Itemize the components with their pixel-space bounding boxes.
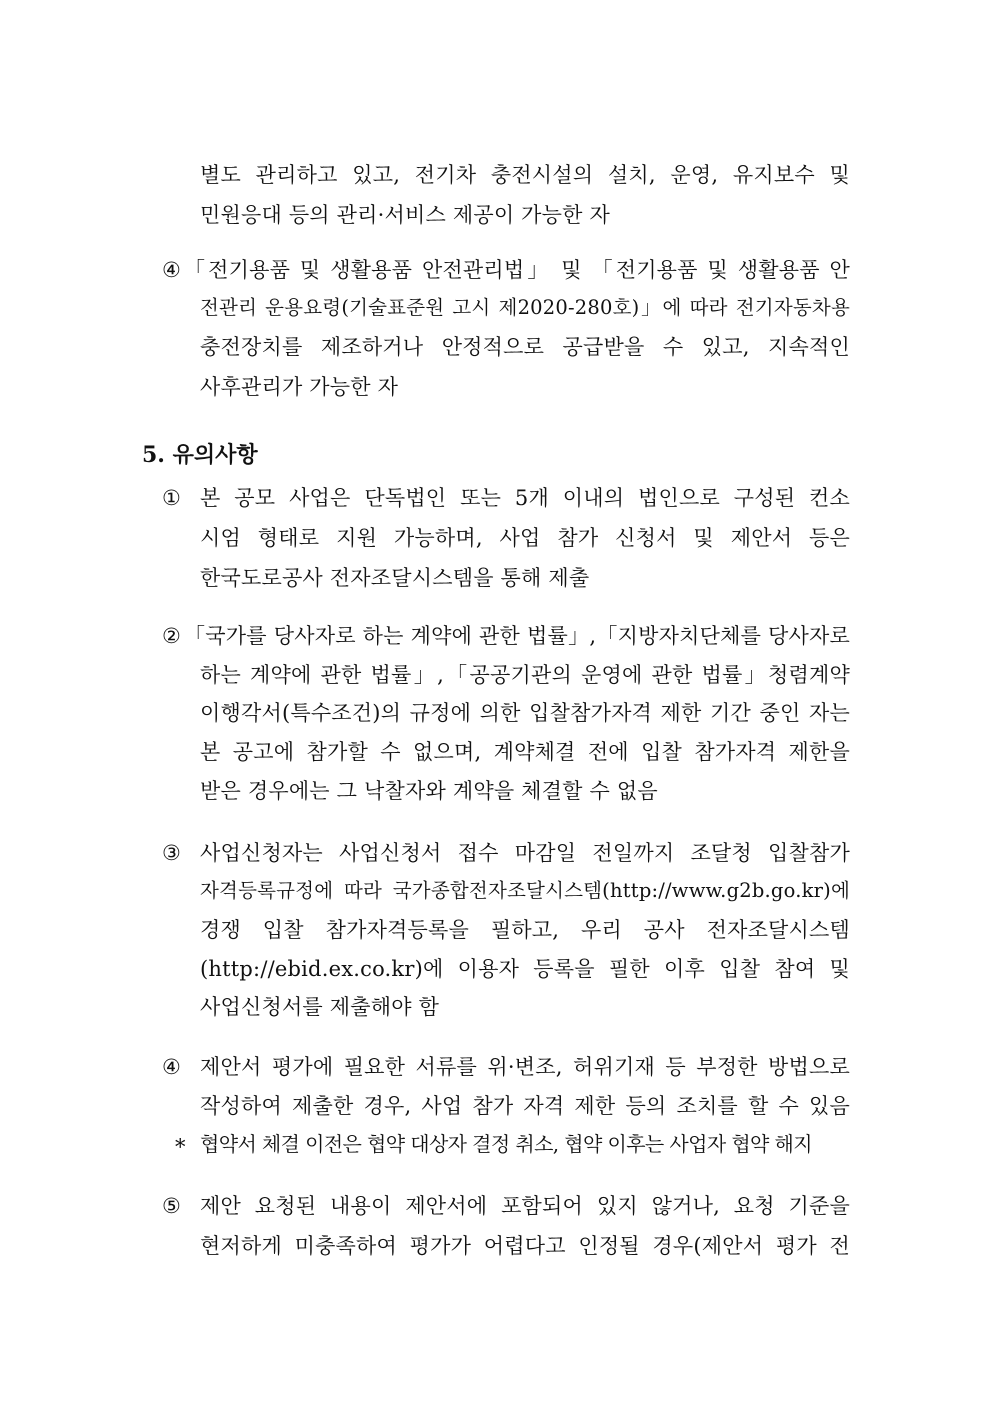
note2-line-1: 「국가를 당사자로 하는 계약에 관한 법률」,「지방자치단체를 당사자로 <box>184 624 850 648</box>
item4-top-line-1: 「전기용품 및 생활용품 안전관리법」 및 「전기용품 및 생활용품 안 <box>184 258 850 282</box>
note2-line-3: 이행각서(특수조건)의 규정에 의한 입찰참가자격 제한 기간 중인 자는 <box>200 701 850 725</box>
note1-line-3: 한국도로공사 전자조달시스템을 통해 제출 <box>200 566 590 590</box>
item4-top-line-3: 충전장치를 제조하거나 안정적으로 공급받을 수 있고, 지속적인 <box>200 335 850 359</box>
note3-line-2: 자격등록규정에 따라 국가종합전자조달시스템(http://www.g2b.go.kr)에 <box>200 879 850 902</box>
note2-line-5: 받은 경우에는 그 낙찰자와 계약을 체결할 수 없음 <box>200 779 658 803</box>
item4-top-line-2: 전관리 운용요령(기술표준원 고시 제2020-280호)」에 따라 전기자동차용 <box>200 296 850 319</box>
note3-marker: ③ <box>162 841 181 865</box>
note5-line-1: 제안 요청된 내용이 제안서에 포함되어 있지 않거나, 요청 기준을 <box>200 1194 850 1218</box>
note5-line-2: 현저하게 미충족하여 평가가 어렵다고 인정될 경우(제안서 평가 전 <box>200 1234 850 1258</box>
item4-top-line-4: 사후관리가 가능한 자 <box>200 375 399 399</box>
note3-line-5: 사업신청서를 제출해야 함 <box>200 995 440 1019</box>
note4-sub-marker: * <box>175 1135 186 1159</box>
note4-line-1: 제안서 평가에 필요한 서류를 위·변조, 허위기재 등 부정한 방법으로 <box>200 1055 850 1079</box>
note2-line-4: 본 공고에 참가할 수 없으며, 계약체결 전에 입찰 참가자격 제한을 <box>200 740 850 764</box>
note4-marker: ④ <box>162 1055 181 1079</box>
section-5-heading: 5. 유의사항 <box>142 442 258 468</box>
item4-top-marker: ④ <box>162 258 181 282</box>
note2-marker: ② <box>162 624 181 648</box>
note1-line-2: 시엄 형태로 지원 가능하며, 사업 참가 신청서 및 제안서 등은 <box>200 526 850 550</box>
note1-marker: ① <box>162 486 181 510</box>
note5-marker: ⑤ <box>162 1194 181 1218</box>
note1-line-1: 본 공모 사업은 단독법인 또는 5개 이내의 법인으로 구성된 컨소 <box>200 486 850 510</box>
note3-line-1: 사업신청자는 사업신청서 접수 마감일 전일까지 조달청 입찰참가 <box>200 841 850 865</box>
note4-line-2: 작성하여 제출한 경우, 사업 참가 자격 제한 등의 조치를 할 수 있음 <box>200 1094 850 1118</box>
continuation-line-2: 민원응대 등의 관리·서비스 제공이 가능한 자 <box>200 203 610 227</box>
note2-line-2: 하는 계약에 관한 법률」,「공공기관의 운영에 관한 법률」청렴계약 <box>200 663 850 687</box>
note3-line-3: 경쟁 입찰 참가자격등록을 필하고, 우리 공사 전자조달시스템 <box>200 918 850 942</box>
note3-line-4: (http://ebid.ex.co.kr)에 이용자 등록을 필한 이후 입찰 참여 및 <box>200 957 850 981</box>
continuation-line-1: 별도 관리하고 있고, 전기차 충전시설의 설치, 운영, 유지보수 및 <box>200 163 850 187</box>
note4-sub-text: 협약서 체결 이전은 협약 대상자 결정 취소, 협약 이후는 사업자 협약 해지 <box>200 1132 812 1156</box>
